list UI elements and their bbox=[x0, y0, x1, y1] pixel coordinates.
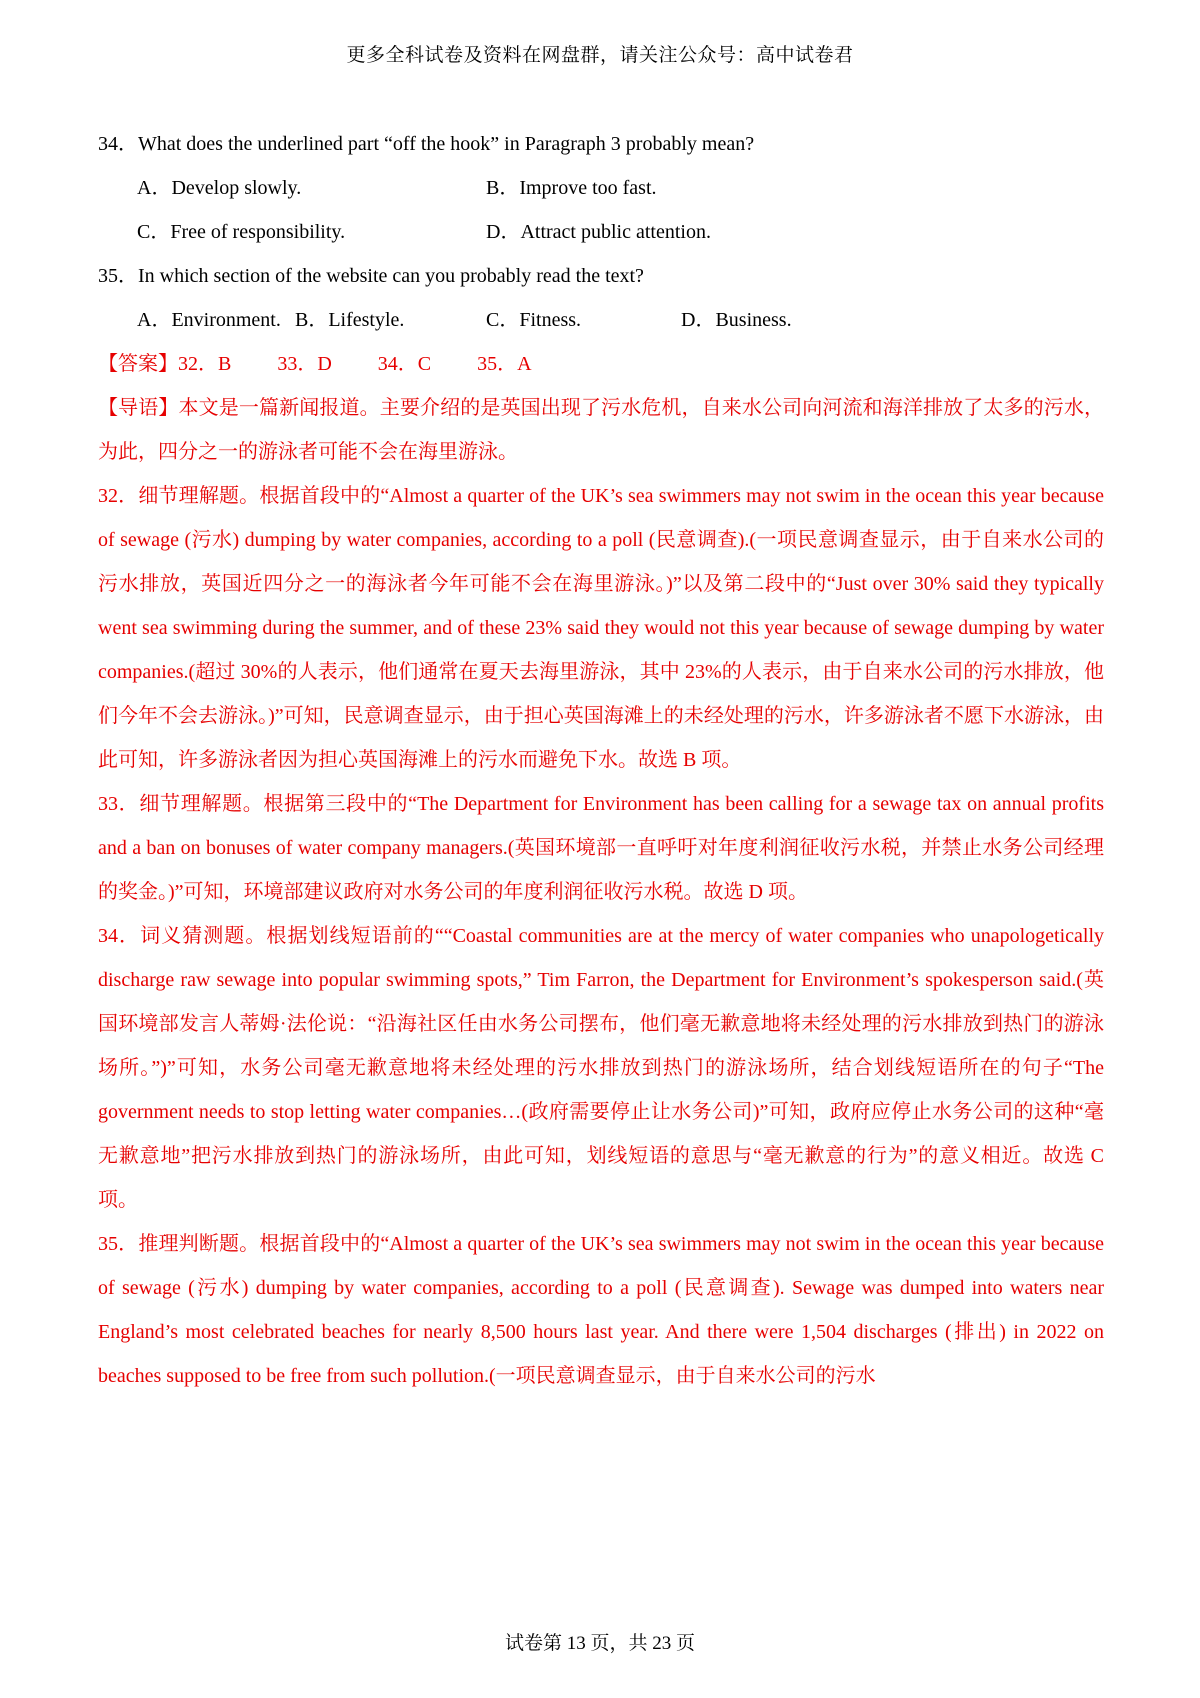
question-35-option-a: A．Environment. bbox=[137, 309, 281, 331]
question-34-stem: 34．What does the underlined part “off the hook” in Paragraph 3 probably mean? bbox=[98, 133, 755, 155]
exam-content bbox=[98, 122, 1104, 1398]
analysis-q34: 34．词义猜测题。根据划线短语前的““Coastal communities are at the mercy of water companies who unapologetically discharge raw sewage into popular swimming spots,” Tim Farron, the Department for Environment’s spokesperson said.(英国环境部发言人蒂姆·法伦说：“沿海社区任由水务公司摆布，他们毫无歉意地将未经处理的污水排放到热门的游泳场所。”)”可知，水务公司毫无歉意地将未经处理的污水排放到热门的游泳场所，结合划线短语所在的句子“The government needs to stop letting water companies…(政府需要停止让水务公司)”可知，政府应停止水务公司的这种“毫无歉意地”把污水排放到热门的游泳场所，由此可知，划线短语的意思与“毫无歉意的行为”的意义相近。故选 C 项。 bbox=[98, 925, 1104, 1211]
question-35 bbox=[98, 254, 1104, 342]
answer-key-item-34: 34．C bbox=[377, 353, 432, 375]
analysis-intro: 【导语】本文是一篇新闻报道。主要介绍的是英国出现了污水危机，自来水公司向河流和海洋排放了太多的污水，为此，四分之一的游泳者可能不会在海里游泳。 bbox=[98, 397, 1104, 463]
page-header-notice: 更多全科试卷及资料在网盘群，请关注公众号：高中试卷君 bbox=[346, 45, 854, 66]
analysis-q35: 35．推理判断题。根据首段中的“Almost a quarter of the UK’s sea swimmers may not swim in the ocean this year because of sewage (污水) dumping by water companies, according to a poll (民意调查). Sewage was dumped into waters near England’s most celebrated beaches for nearly 8,500 hours last year. And there were 1,504 discharges (排出) in 2022 on beaches supposed to be free from such pollution.(一项民意调查显示，由于自来水公司的污水 bbox=[98, 1233, 1104, 1387]
question-35-options-row bbox=[98, 298, 1104, 342]
question-35-option-b: B．Lifestyle. bbox=[295, 309, 405, 331]
analysis-q32: 32．细节理解题。根据首段中的“Almost a quarter of the UK’s sea swimmers may not swim in the ocean this year because of sewage (污水) dumping by water companies, according to a poll (民意调查).(一项民意调查显示，由于自来水公司的污水排放，英国近四分之一的海泳者今年可能不会在海里游泳。)”以及第二段中的“Just over 30% said they typically went sea swimming during the summer, and of these 23% said they would not this year because of sewage dumping by water companies.(超过 30%的人表示，他们通常在夏天去海里游泳，其中 23%的人表示，由于自来水公司的污水排放，他们今年不会去游泳。)”可知，民意调查显示，由于担心英国海滩上的未经处理的污水，许多游泳者不愿下水游泳，由此可知，许多游泳者因为担心英国海滩上的污水而避免下水。故选 B 项。 bbox=[98, 485, 1104, 771]
answer-key-item-33: 33．D bbox=[277, 353, 332, 375]
answer-key-item-32: 32．B bbox=[178, 353, 232, 375]
question-34 bbox=[98, 122, 1104, 254]
question-34-option-d: D．Attract public attention. bbox=[486, 221, 711, 243]
question-35-option-d: D．Business. bbox=[681, 309, 792, 331]
question-34-options-row-2 bbox=[98, 210, 1104, 254]
answer-key-label: 【答案】 bbox=[98, 353, 178, 375]
page-footer-pagination: 试卷第 13 页，共 23 页 bbox=[504, 1633, 695, 1654]
question-34-option-c: C．Free of responsibility. bbox=[137, 221, 346, 243]
answer-key-item-35: 35．A bbox=[477, 353, 532, 375]
analysis-q33: 33．细节理解题。根据第三段中的“The Department for Environment has been calling for a sewage tax on annual profits and a ban on bonuses of water company managers.(英国环境部一直呼吁对年度利润征收污水税，并禁止水务公司经理的奖金。)”可知，环境部建议政府对水务公司的年度利润征收污水税。故选 D 项。 bbox=[98, 793, 1104, 903]
answer-key-line bbox=[98, 342, 1104, 386]
question-35-stem: 35．In which section of the website can you probably read the text? bbox=[98, 265, 644, 287]
question-34-option-a: A．Develop slowly. bbox=[137, 177, 302, 199]
question-35-option-c: C．Fitness. bbox=[486, 309, 582, 331]
question-34-option-b: B．Improve too fast. bbox=[486, 177, 657, 199]
answer-analysis-section bbox=[98, 342, 1104, 1398]
question-34-options-row-1 bbox=[98, 166, 1104, 210]
